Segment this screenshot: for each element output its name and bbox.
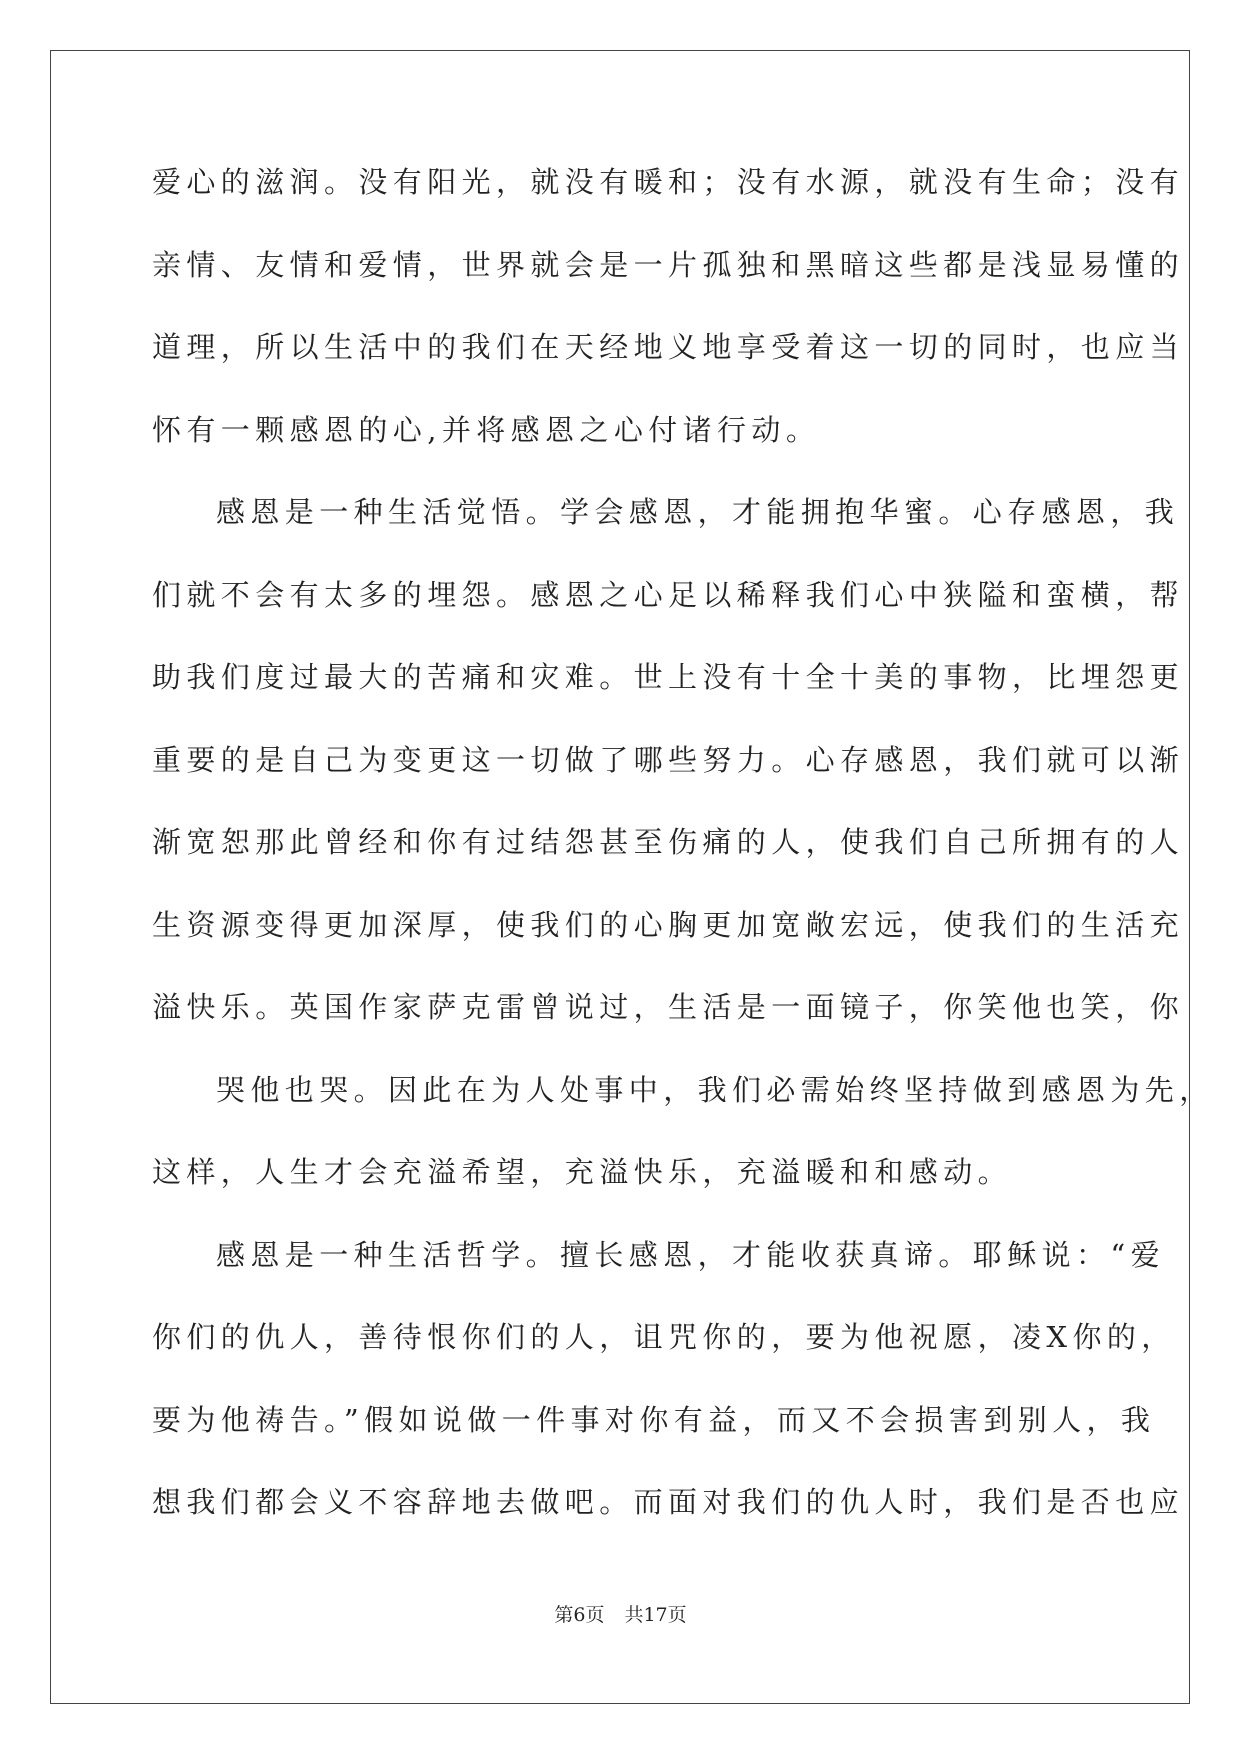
paragraph-start-line: 哭他也哭。因此在为人处事中，我们必需始终坚持做到感恩为先， — [216, 1072, 1214, 1107]
text-line: 生资源变得更加深厚，使我们的心胸更加宽敞宏远，使我们的生活充 — [152, 907, 1185, 942]
text-line: 你们的仇人，善待恨你们的人，诅咒你的，要为他祝愿，凌X你的， — [152, 1320, 1176, 1354]
text-line: 道理，所以生活中的我们在天经地义地享受着这一切的同时，也应当 — [152, 330, 1185, 364]
text-line: 助我们度过最大的苦痛和灾难。世上没有十全十美的事物，比埋怨更 — [152, 660, 1185, 694]
text-line: 这样，人生才会充溢希望，充溢快乐，充溢暖和和感动。 — [152, 1155, 1013, 1189]
text-line: 爱心的滋润。没有阳光，就没有暖和；没有水源，就没有生命；没有 — [152, 165, 1185, 199]
text-line: 溢快乐。英国作家萨克雷曾说过，生活是一面镜子，你笑他也笑，你 — [152, 990, 1185, 1024]
text-line: 渐宽恕那此曾经和你有过结怨甚至伤痛的人，使我们自己所拥有的人 — [152, 825, 1185, 859]
text-line: 想我们都会义不容辞地去做吧。而面对我们的仇人时，我们是否也应 — [152, 1485, 1185, 1519]
text-line: 们就不会有太多的埋怨。感恩之心足以稀释我们心中狭隘和蛮横，帮 — [152, 577, 1185, 612]
page-footer — [0, 1600, 1241, 1627]
paragraph-start-line: 感恩是一种生活觉悟。学会感恩，才能拥抱华蜜。心存感恩，我 — [216, 495, 1180, 529]
paragraph-start-line: 感恩是一种生活哲学。擅长感恩，才能收获真谛。耶稣说：“爱 — [216, 1237, 1166, 1272]
document-body — [152, 160, 1214, 1563]
text-line: 亲情、友情和爱情，世界就会是一片孤独和黑暗这些都是浅显易懂的 — [152, 247, 1185, 282]
text-line: 怀有一颗感恩的心,并将感恩之心付诸行动。 — [152, 412, 821, 447]
page-number: 第6页 — [554, 1604, 605, 1626]
text-line: 重要的是自己为变更这一切做了哪些努力。心存感恩，我们就可以渐 — [152, 742, 1185, 777]
page-total: 共17页 — [624, 1604, 687, 1626]
text-line: 要为他祷告。”假如说做一件事对你有益，而又不会损害到别人，我 — [152, 1402, 1156, 1437]
